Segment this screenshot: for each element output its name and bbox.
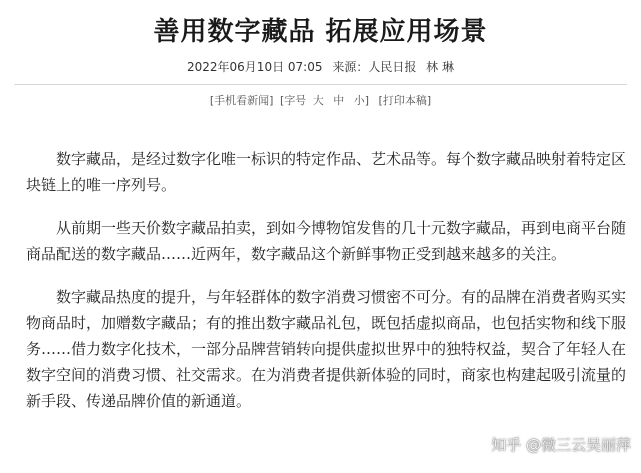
- paragraph: 数字藏品，是经过数字化唯一标识的特定作品、艺术品等。每个数字藏品映射着特定区块链上的唯一序列号。: [26, 150, 627, 194]
- article-meta: [0, 59, 641, 75]
- print-article-link[interactable]: [打印本稿]: [378, 94, 432, 107]
- article-toolbar: [0, 93, 641, 109]
- font-size-label: [字号: [279, 94, 307, 107]
- paragraph: 从前期一些天价数字藏品拍卖，到如今博物馆发售的几十元数字藏品，再到电商平台随商品配送的数字藏品……近两年，数字藏品这个新鲜事物正受到越来越多的关注。: [26, 219, 627, 263]
- font-size-control: [280, 94, 376, 107]
- zhihu-watermark: 知乎 @微三云吴丽萍: [491, 436, 631, 454]
- article-source: 来源：人民日报: [332, 60, 417, 74]
- font-size-large-button[interactable]: 大: [312, 94, 324, 107]
- font-size-small-button[interactable]: 小]: [353, 94, 370, 107]
- article-title: 善用数字藏品 拓展应用场景: [153, 17, 488, 47]
- font-size-medium-button[interactable]: 中: [333, 94, 345, 107]
- divider: [14, 84, 627, 85]
- paragraph: 数字藏品热度的提升，与年轻群体的数字消费习惯密不可分。有的品牌在消费者购买实物商品时，加赠数字藏品；有的推出数字藏品礼包，既包括虚拟商品，也包括实物和线下服务……借力数字化技术，一部分品牌营销转向提供虚拟世界中的独特权益，契合了年轻人在数字空间的消费习惯、社交需求。在为消费者提供新体验的同时，商家也构建起吸引流量的新手段、传递品牌价值的新通道。: [26, 288, 627, 410]
- article-body: [26, 146, 628, 431]
- article-author: 林 琳: [426, 60, 454, 74]
- mobile-news-link[interactable]: [手机看新闻]: [209, 94, 274, 107]
- publish-datetime: 2022年06月10日 07:05: [187, 60, 323, 74]
